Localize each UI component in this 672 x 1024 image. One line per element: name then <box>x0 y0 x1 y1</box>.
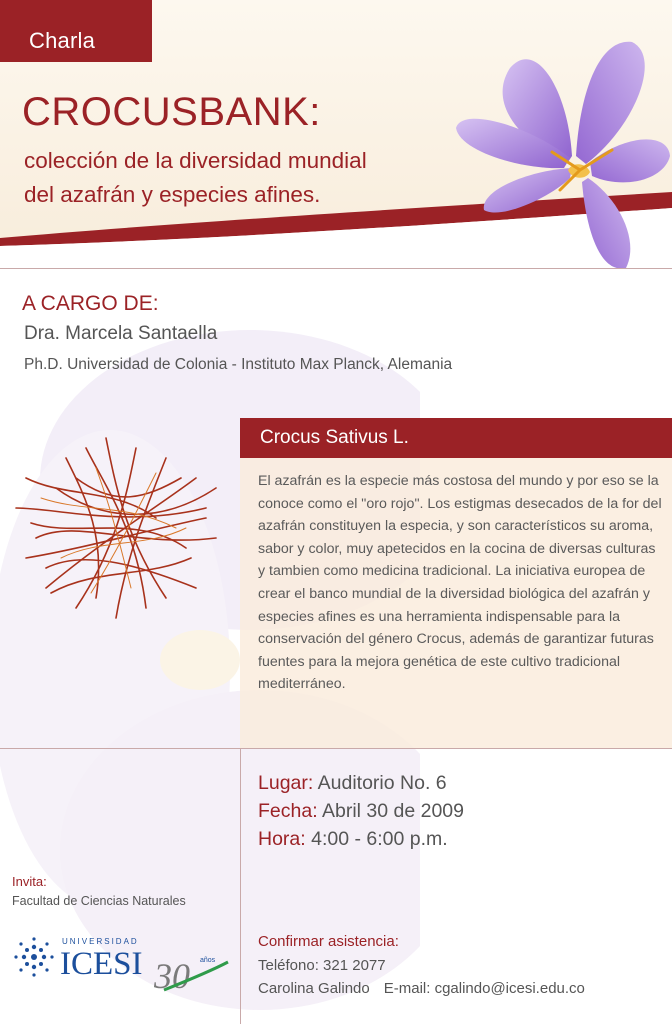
info-box-title: Crocus Sativus L. <box>260 427 409 448</box>
confirm-phone: Teléfono: 321 2077 <box>258 957 386 974</box>
speaker-name: Dra. Marcela Santaella <box>24 323 218 344</box>
date-label: Fecha: <box>258 800 318 822</box>
charla-tab <box>0 0 152 62</box>
place-label: Lugar: <box>258 772 314 794</box>
info-box-body <box>240 458 672 748</box>
date-value: Abril 30 de 2009 <box>321 800 464 822</box>
divider-middle <box>0 748 672 749</box>
subtitle-line-1: colección de la diversidad mundial <box>24 148 367 173</box>
invita-value: Facultad de Ciencias Naturales <box>12 894 186 908</box>
speaker-affiliation: Ph.D. Universidad de Colonia - Instituto Max Planck, Alemania <box>24 356 453 373</box>
time-label: Hora: <box>258 828 306 850</box>
event-date <box>258 800 464 828</box>
invita-label: Invita: <box>12 874 47 889</box>
place-value: Auditorio No. 6 <box>317 772 447 794</box>
logo-years-text: años <box>200 957 216 964</box>
icesi-logo <box>14 930 229 1008</box>
time-value: 4:00 - 6:00 p.m. <box>311 828 448 850</box>
page-subtitle <box>24 144 464 212</box>
speaker-heading: A CARGO DE: <box>22 292 159 315</box>
charla-label: Charla <box>29 28 96 53</box>
logo-name-text: ICESI <box>60 946 143 982</box>
info-box-text: El azafrán es la especie más costosa del mundo y por eso se la conoce como el "oro rojo". Los estigmas desecados de la for del azafrán constituyen la especia, y son característicos su aroma, sabor y color, muy apetecidos en la cocina de diversas culturas y tambien como medicina tradicional. La iniciativa europea de crear el banco mundial de la diversidad biológica del azafrán y especies afines es una herramienta indispensable para la conservación del género Crocus, además de garantizar futuras fuentes para la mejora genética de este cultivo tradicional mediterráneo. <box>258 473 662 693</box>
divider-top <box>0 268 672 269</box>
contact-name: Carolina Galindo <box>258 980 370 997</box>
page-title: CROCUSBANK: <box>22 90 321 134</box>
confirm-contact <box>258 980 585 997</box>
contact-email[interactable]: E-mail: cgalindo@icesi.edu.co <box>383 980 585 997</box>
logo-anniversary-number: 30 <box>154 956 190 996</box>
saffron-threads-image <box>6 418 231 628</box>
crocus-flower-image <box>440 30 672 275</box>
confirm-title: Confirmar asistencia: <box>258 933 399 950</box>
event-time <box>258 828 464 856</box>
logo-university-text: UNIVERSIDAD <box>62 937 139 946</box>
info-box-header <box>240 418 672 458</box>
event-details <box>258 772 464 856</box>
event-place <box>258 772 464 800</box>
subtitle-line-2: del azafrán y especies afines. <box>24 182 321 207</box>
divider-vertical <box>240 748 241 1024</box>
